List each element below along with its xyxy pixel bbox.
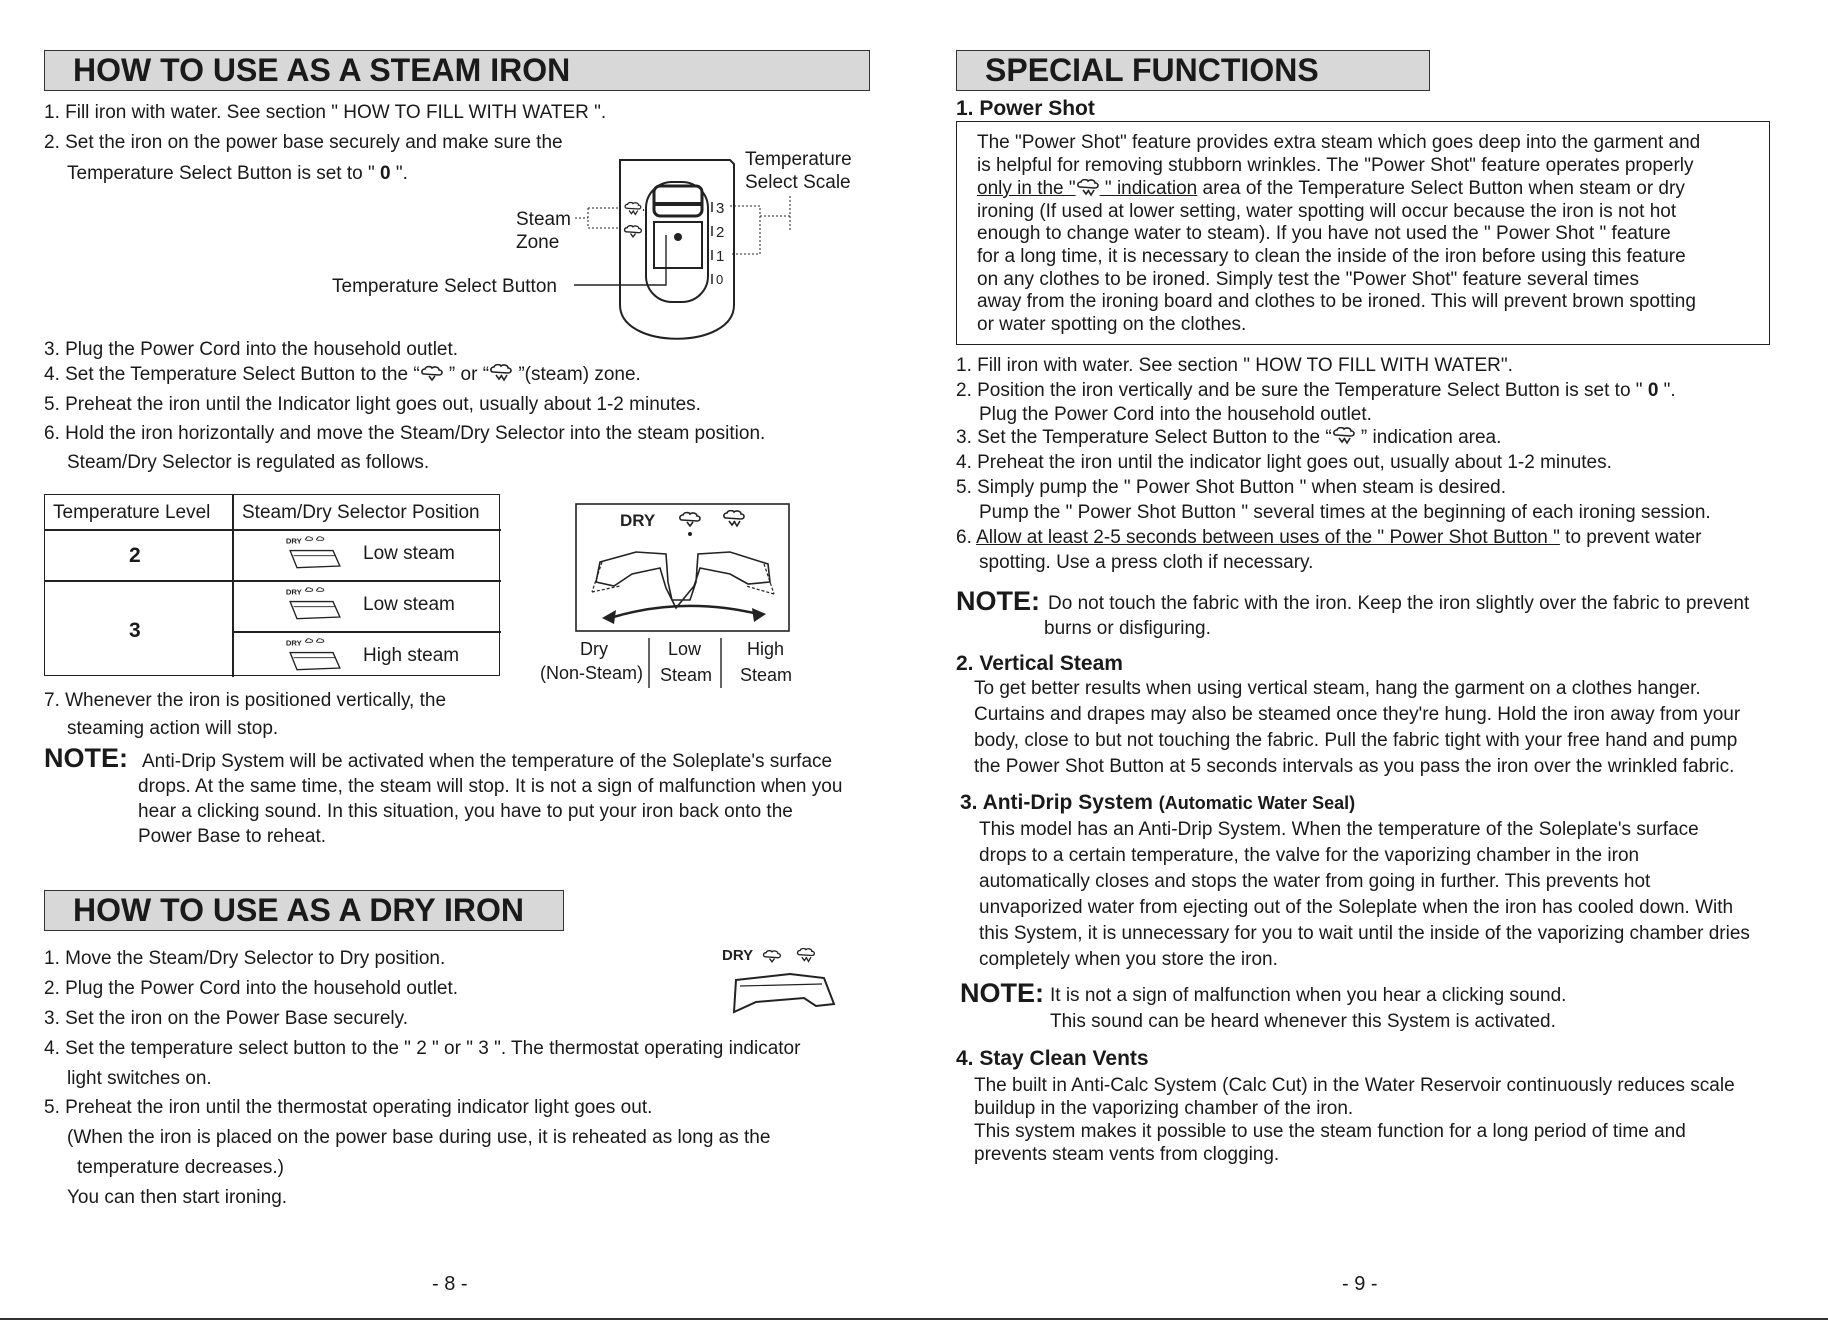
ps-step-3: 3. Set the Temperature Select Button to the “ ” indication area.: [956, 427, 1502, 448]
temp-select-scale-label-2: Select Scale: [745, 172, 851, 193]
steam-step-5: 5. Preheat the iron until the Indicator light goes out, usually about 1-2 minutes.: [44, 394, 701, 415]
box-line-2: is helpful for removing stubborn wrinkles. The "Power Shot" feature operates properly: [977, 155, 1694, 176]
dry-step-2: 2. Plug the Power Cord into the household outlet.: [44, 978, 459, 999]
right-note-2-line-2: This sound can be heard whenever this System is activated.: [1050, 1011, 1556, 1032]
bottom-rule: [0, 1318, 1828, 1320]
right-page-number: - 9 -: [1342, 1273, 1378, 1295]
left-note-line-3: hear a clicking sound. In this situation, you have to put your iron back onto the: [138, 801, 793, 822]
selector-label-high-2: Steam: [740, 665, 793, 685]
left-note-line-1: Anti-Drip System will be activated when the temperature of the Soleplate's surface: [142, 751, 833, 772]
dry-step-1: 1. Move the Steam/Dry Selector to Dry position.: [44, 948, 446, 969]
left-page-number: - 8 -: [432, 1273, 468, 1295]
stay-clean-vents-title: 4. Stay Clean Vents: [956, 1047, 1149, 1070]
vents-line-3: This system makes it possible to use the steam function for a long period of time and: [974, 1121, 1686, 1142]
selector-high-icon: [285, 637, 345, 675]
steam-two-icon: [1076, 179, 1100, 197]
right-note-1-line-2: burns or disfiguring.: [1044, 618, 1211, 639]
vertical-line-1: To get better results when using vertical steam, hang the garment on a clothes hanger.: [974, 678, 1701, 699]
vertical-line-4: the Power Shot Button at 5 seconds intervals as you pass the iron over the wrinkled fabric.: [974, 756, 1735, 777]
box-line-4: ironing (If used at lower setting, water spotting will occur because the iron is not hot: [977, 201, 1677, 222]
selector-label-high-1: High: [747, 639, 785, 659]
box-line-3: only in the " " indication area of the Temperature Select Button when steam or dry: [977, 178, 1685, 199]
left-note-line-2: drops. At the same time, the steam will stop. It is not a sign of malfunction when you: [138, 776, 843, 797]
ps-step-5-cont: Pump the " Power Shot Button " several times at the beginning of each ironing session.: [979, 502, 1711, 523]
box-line-6: for a long time, it is necessary to clean the inside of the iron before using this feature: [977, 246, 1686, 267]
anti-drip-line-2: drops to a certain temperature, the valve for the vaporizing chamber in the iron: [979, 845, 1640, 866]
steam-step-2-cont: Temperature Select Button is set to " 0 ".: [67, 163, 408, 184]
ps-step-6-cont: spotting. Use a press cloth if necessary.: [979, 552, 1314, 573]
selector-label-dry-2: (Non-Steam): [540, 663, 644, 683]
temp-select-button-label: Temperature Select Button: [332, 276, 557, 297]
steam-step-6: 6. Hold the iron horizontally and move the Steam/Dry Selector into the steam position.: [44, 423, 766, 444]
right-note-2-label: NOTE:: [960, 978, 1044, 1008]
steam-step-4: 4. Set the Temperature Select Button to the “ ” or “ ”(steam) zone.: [44, 364, 641, 385]
selector-low-icon-2: [285, 586, 345, 624]
steam-level-table: [44, 494, 500, 676]
right-note-2-line-1: It is not a sign of malfunction when you hear a clicking sound.: [1050, 985, 1567, 1006]
dry-step-5-cont-1: (When the iron is placed on the power base during use, it is reheated as long as the: [67, 1127, 771, 1148]
left-note-line-4: Power Base to reheat.: [138, 826, 326, 847]
dry-step-5-cont-2: temperature decreases.): [77, 1157, 284, 1178]
anti-drip-line-4: unvaporized water from ejecting out of the Soleplate when the iron has cooled down. With: [979, 897, 1734, 918]
steam-step-3: 3. Plug the Power Cord into the household outlet.: [44, 339, 459, 360]
anti-drip-line-3: automatically closes and stops the water from going in further. This prevents hot: [979, 871, 1651, 892]
ps-step-2-cont: Plug the Power Cord into the household outlet.: [979, 404, 1372, 425]
vents-line-4: prevents steam vents from clogging.: [974, 1144, 1280, 1165]
steam-step-2: 2. Set the iron on the power base securely and make sure the: [44, 132, 563, 153]
anti-drip-line-1: This model has an Anti-Drip System. When the temperature of the Soleplate's surface: [979, 819, 1699, 840]
selector-label-dry-1: Dry: [580, 639, 608, 659]
table-header-position: Steam/Dry Selector Position: [242, 502, 480, 523]
anti-drip-title: 3. Anti-Drip System (Automatic Water Seal): [960, 791, 1356, 814]
box-line-5: enough to change water to steam). If you have not used the " Power Shot " feature: [977, 223, 1671, 244]
table-position-high: High steam: [363, 645, 460, 666]
dry-step-3: 3. Set the iron on the Power Base securely.: [44, 1008, 409, 1029]
dry-step-4-cont: light switches on.: [67, 1068, 212, 1089]
box-line-9: or water spotting on the clothes.: [977, 314, 1247, 335]
power-shot-title: 1. Power Shot: [956, 97, 1095, 120]
vertical-line-3: body, close to but not touching the fabric. Pull the fabric tight with your free hand and pump: [974, 730, 1738, 751]
table-position-low-1: Low steam: [363, 543, 455, 564]
steam-dry-selector-diagram: [540, 502, 820, 692]
right-note-1-line-1: Do not touch the fabric with the iron. Keep the iron slightly over the fabric to prevent: [1048, 593, 1750, 614]
table-level-2: 2: [129, 544, 141, 567]
steam-step-6-cont: Steam/Dry Selector is regulated as follows.: [67, 452, 430, 473]
left-note-label: NOTE:: [44, 743, 128, 773]
steam-two-icon: [1332, 427, 1356, 445]
selector-low-icon: [285, 535, 345, 573]
scale-3-label: 3: [716, 200, 725, 217]
vents-line-1: The built in Anti-Calc System (Calc Cut) in the Water Reservoir continuously reduces scale: [974, 1075, 1735, 1096]
scale-0-label: 0: [716, 272, 724, 287]
table-position-low-2: Low steam: [363, 594, 455, 615]
box-line-1: The "Power Shot" feature provides extra steam which goes deep into the garment and: [977, 132, 1701, 153]
anti-drip-line-5: this System, it is unnecessary for you to wait until the inside of the vaporizing chamber dries: [979, 923, 1750, 944]
selector-dry-label: DRY: [620, 511, 656, 530]
vertical-steam-title: 2. Vertical Steam: [956, 652, 1123, 675]
selector-label-low-1: Low: [668, 639, 702, 659]
ps-step-2: 2. Position the iron vertically and be sure the Temperature Select Button is set to " 0 ".: [956, 380, 1676, 401]
ps-step-6: 6. Allow at least 2-5 seconds between uses of the " Power Shot Button " to prevent water: [956, 527, 1702, 548]
ps-step-1: 1. Fill iron with water. See section " HOW TO FILL WITH WATER".: [956, 355, 1513, 376]
steam-step-1: 1. Fill iron with water. See section " HOW TO FILL WITH WATER ".: [44, 102, 607, 123]
ps-step-4: 4. Preheat the iron until the indicator light goes out, usually about 1-2 minutes.: [956, 452, 1612, 473]
box-line-7: on any clothes to be ironed. Simply test the "Power Shot" feature several times: [977, 269, 1639, 290]
temperature-dial-diagram: [330, 140, 870, 350]
steam-step-7: 7. Whenever the iron is positioned vertically, the: [44, 690, 447, 711]
steam-step-7-cont: steaming action will stop.: [67, 718, 279, 739]
steam-one-icon: [420, 365, 444, 382]
special-functions-heading: SPECIAL FUNCTIONS: [956, 50, 1430, 91]
steam-zone-label-2: Zone: [516, 232, 560, 253]
vents-line-2: buildup in the vaporizing chamber of the iron.: [974, 1098, 1354, 1119]
scale-1-label: 1: [716, 248, 725, 265]
dry-step-4: 4. Set the temperature select button to the " 2 " or " 3 ". The thermostat operating indicator: [44, 1038, 801, 1059]
table-level-3: 3: [129, 619, 141, 642]
steam-two-icon: [489, 364, 513, 382]
right-note-1-label: NOTE:: [956, 586, 1040, 616]
ps-step-5: 5. Simply pump the " Power Shot Button " when steam is desired.: [956, 477, 1506, 498]
box-line-8: away from the ironing board and clothes to be ironed. This will prevent brown spotting: [977, 291, 1696, 312]
steam-iron-heading: HOW TO USE AS A STEAM IRON: [44, 50, 870, 91]
dry-selector-icon: [720, 944, 840, 1020]
steam-zone-label-1: Steam: [516, 209, 571, 230]
anti-drip-line-6: completely when you store the iron.: [979, 949, 1278, 970]
vertical-line-2: Curtains and drapes may also be steamed once they're hung. Hold the iron away from your: [974, 704, 1741, 725]
dry-iron-heading: HOW TO USE AS A DRY IRON: [44, 890, 564, 931]
selector-label-low-2: Steam: [660, 665, 713, 685]
temp-select-scale-label-1: Temperature: [745, 149, 852, 170]
dry-step-5: 5. Preheat the iron until the thermostat operating indicator light goes out.: [44, 1097, 653, 1118]
dry-step-5-cont-3: You can then start ironing.: [67, 1187, 288, 1208]
scale-2-label: 2: [716, 224, 725, 241]
table-header-level: Temperature Level: [53, 502, 211, 523]
dry-icon-label: DRY: [722, 947, 754, 964]
